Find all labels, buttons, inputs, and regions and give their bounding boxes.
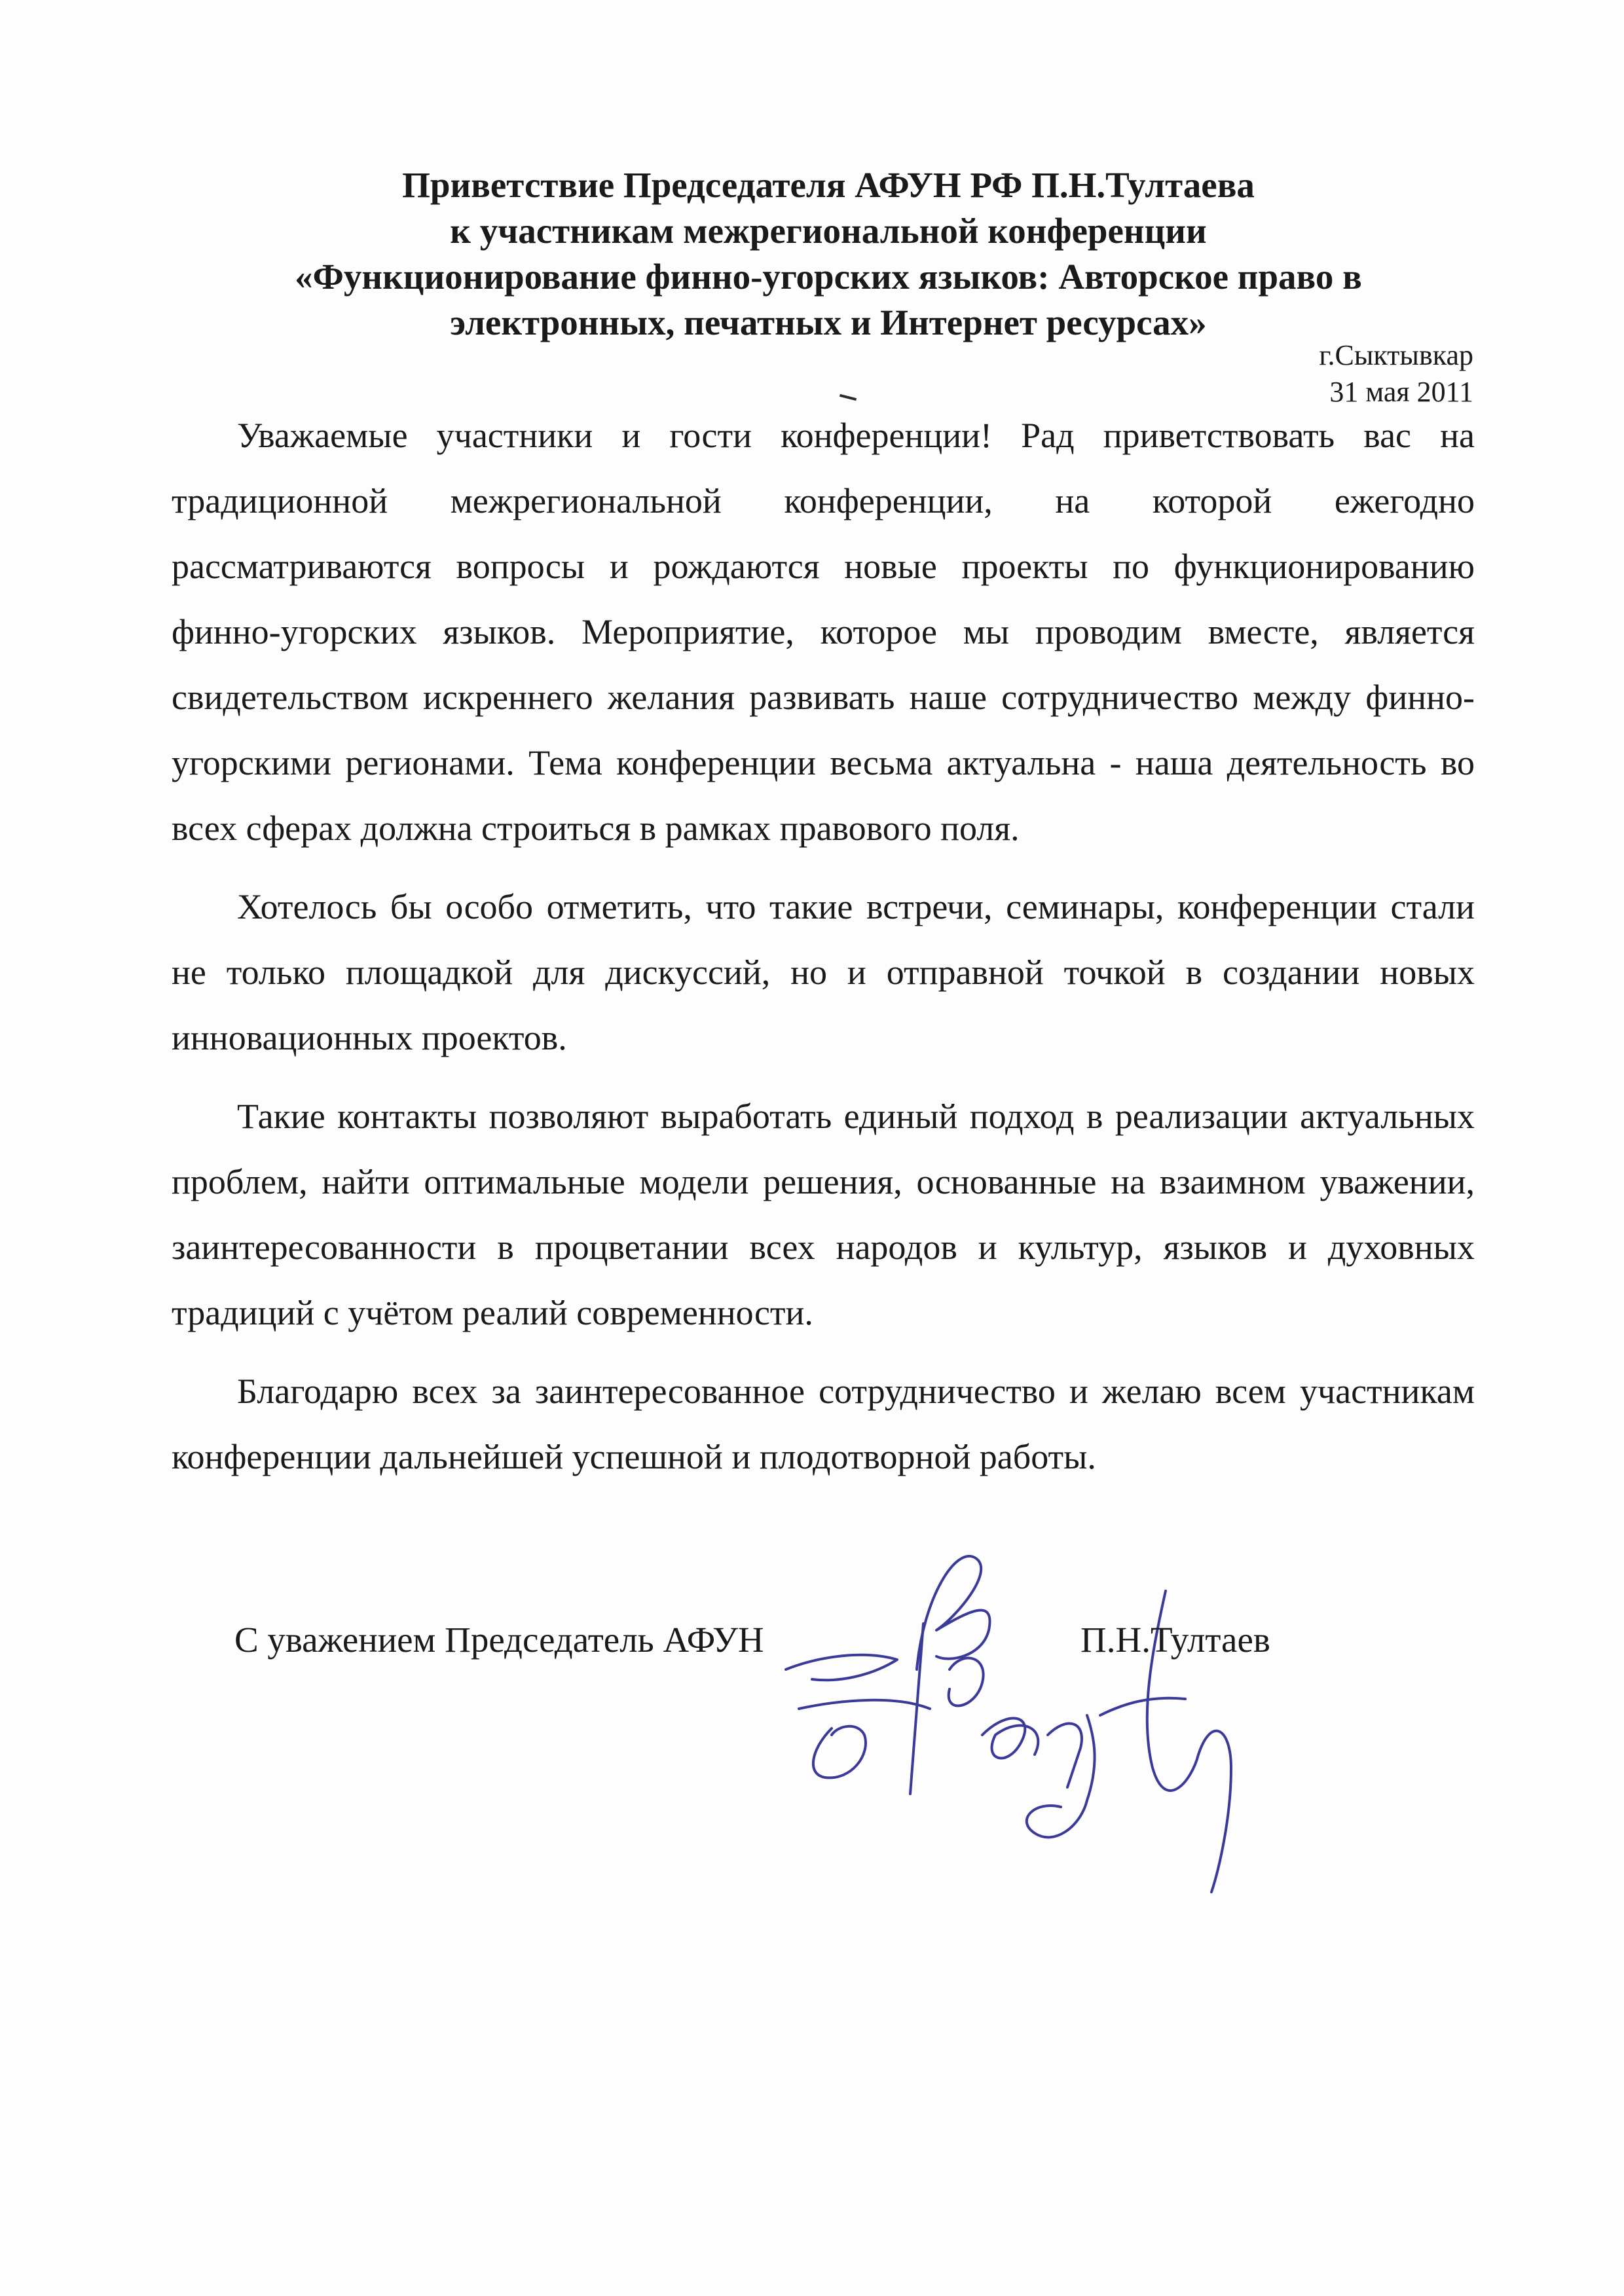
heading-line-3: «Функционирование финно-угорских языков: Авторское право в [295, 257, 1362, 297]
signature [760, 1519, 1349, 1899]
paragraph-4: Благодарю всех за заинтересованное сотрудничество и желаю всем участникам конференции дальнейшей успешной и плодотворной работы. [172, 1372, 1475, 1476]
paragraph-3: Такие контакты позволяют выработать единый подход в реализации актуальных проблем, найти оптимальные модели решения, основанные на взаимном уважении, заинтересованности в процветании всех народов и культур, языков и духовных традиций с учётом реалий современности. [172, 1097, 1475, 1332]
heading-line-2: к участникам межрегиональной конференции [450, 211, 1207, 251]
city: г.Сыктывкар [1319, 339, 1473, 371]
letter-heading [196, 162, 1460, 346]
paragraph-1: Уважаемые участники и гости конференции! Рад приветствовать вас на традиционной межрегиональной конференции, на которой ежегодно рассматриваются вопросы и рождаются новые проекты по функционированию финно-угорских языков. Мероприятие, которое мы проводим вместе, является свидетельством искреннего желания развивать наше сотрудничество между финно-угорскими регионами. Тема конференции весьма актуальна - наша деятельность во всех сферах должна строиться в рамках правового поля. [172, 416, 1475, 848]
place-date [1319, 337, 1473, 410]
heading-line-4: электронных, печатных и Интернет ресурсах» [450, 302, 1207, 342]
heading-line-1: Приветствие Председателя АФУН РФ П.Н.Тултаева [402, 165, 1255, 205]
signatory-name: П.Н.Тултаев [1080, 1620, 1270, 1660]
paragraph-2: Хотелось бы особо отметить, что такие встречи, семинары, конференции стали не только площадкой для дискуссий, но и отправной точкой в создании новых инновационных проектов. [172, 887, 1475, 1057]
letter-body [172, 403, 1475, 1503]
stray-mark [840, 394, 857, 401]
date: 31 мая 2011 [1329, 376, 1473, 408]
closing-salutation: С уважением Председатель АФУН [234, 1620, 764, 1660]
